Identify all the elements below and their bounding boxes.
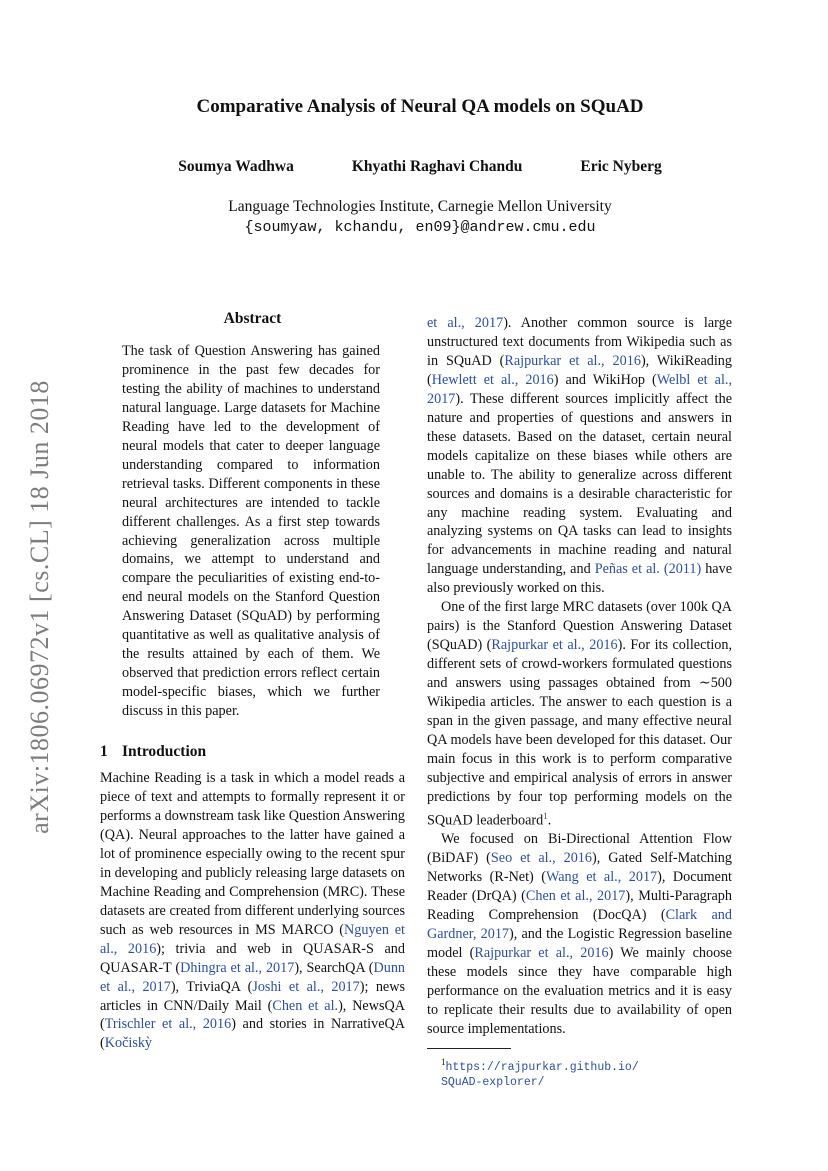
citation-link[interactable]: Nguyen et al., 2016 <box>100 921 405 957</box>
paper-title: Comparative Analysis of Neural QA models on SQuAD <box>196 96 644 117</box>
intro-paragraph-1: Machine Reading is a task in which a model reads a piece of text and attempts to formally represent it or performs a downstream task like Question Answering (QA). Neural approaches to the latter have gained a lot of prominence especially owing to the recent spur in developing and publicly releasing large datasets on Machine Reading and Comprehension (MRC). These datasets are created from different underlying sources such as web resources in MS MARCO (Nguyen et al., 2016); trivia and web in QUASAR-S and QUASAR-T (Dhingra et al., 2017), SearchQA (Dunn et al., 2017), TriviaQA (Joshi et al., 2017); news articles in CNN/Daily Mail (Chen et al.), NewsQA (Trischler et al., 2016) and stories in NarrativeQA (Kočiskỳ <box>100 770 406 1052</box>
abstract-heading: Abstract <box>223 310 282 327</box>
citation-link[interactable]: Rajpurkar et al., 2016 <box>491 637 618 654</box>
citation-link[interactable]: et al., 2017 <box>427 315 504 331</box>
author-list <box>100 158 740 176</box>
citation-link[interactable]: Hewlett et al., 2016 <box>431 371 554 388</box>
author-emails: {soumyaw, kchandu, en09}@andrew.cmu.edu <box>244 219 596 236</box>
footnote <box>441 1055 732 1090</box>
citation-link[interactable]: Wang et al., 2017 <box>545 869 658 886</box>
intro-paragraph-2: One of the first large MRC datasets (over 100k QA pairs) is the Stanford Question Answering Dataset (SQuAD) (Rajpurkar et al., 2016). For its collection, different sets of crowd-workers formulated questions and answers using passages obtained from ∼500 Wikipedia articles. The answer to each question is a span in the given passage, and many effective neural QA models have been developed for this dataset. Our main focus in this work is to perform comparative subjective and empirical analysis of errors in answer predictions by four top performing models on the SQuAD leaderboard$^1$. <box>427 599 732 829</box>
section-number: 1 <box>100 743 108 761</box>
section-heading-introduction <box>100 743 405 761</box>
arxiv-identifier: arXiv:1806.06972v1 [cs.CL] 18 Jun 2018 <box>25 380 54 834</box>
citation-link[interactable]: Dhingra et al., 2017 <box>180 959 295 976</box>
affiliation: Language Technologies Institute, Carnegie Mellon University <box>228 198 612 215</box>
left-column <box>100 310 405 1053</box>
footnote-url-line-2[interactable]: SQuAD-explorer/ <box>441 1075 545 1089</box>
section-title: Introduction <box>122 743 207 761</box>
citation-link[interactable]: Seo et al., 2016 <box>490 850 592 867</box>
intro-paragraph-1-continued: et al., 2017). Another common source is large unstructured text documents from Wikipedia such as in SQuAD (Rajpurkar et al., 2016), WikiReading (Hewlett et al., 2016) and WikiHop (Welbl et al., 2017). These different sources implicitly affect the nature and properties of questions and answers in these datasets. Based on the dataset, certain neural models capitalize on these biases while others are unable to. The ability to generalize across different sources and domains is a desirable characteristic for any machine reading system. Evaluating and analyzing systems on QA tasks can lead to insights for advancements in machine reading and natural language understanding, and Peñas et al. (2011) have also previously worked on this. <box>427 315 732 597</box>
footnote-number: 1 <box>441 1056 446 1067</box>
citation-link[interactable]: Clark and Gardner, 2017 <box>427 907 732 943</box>
citation-link[interactable]: Chen et al. <box>272 997 339 1014</box>
footnote-url-line-1[interactable]: https://rajpurkar.github.io/ <box>445 1060 639 1074</box>
citation-link[interactable]: Welbl et al., 2017 <box>427 371 732 407</box>
right-column <box>427 314 732 1090</box>
intro-paragraph-3: We focused on Bi-Directional Attention Flow (BiDAF) (Seo et al., 2016), Gated Self-Matching Networks (R-Net) (Wang et al., 2017), Document Reader (DrQA) (Chen et al., 2017), Multi-Paragraph Reading Comprehension (DocQA) (Clark and Gardner, 2017), and the Logistic Regression baseline model (Rajpurkar et al., 2016) We mainly choose these models since they have comparable high performance on the evaluation metrics and it is easy to replicate their results due to availability of open source implementations. <box>427 831 732 1037</box>
citation-link[interactable]: Dunn et al., 2017 <box>100 959 406 995</box>
citation-link[interactable]: Rajpurkar et al., 2016 <box>504 352 641 369</box>
abstract-text: The task of Question Answering has gained prominence in the past few decades for testing the ability of machines to understand natural language. Large datasets for Machine Reading have led to the development of neural models that cater to deeper language understanding compared to information retrieval tasks. Different components in these neural architectures are intended to tackle different challenges. As a first step towards achieving generalization across multiple domains, we attempt to understand and compare the peculiarities of existing end-to-end neural models on the Stanford Question Answering Dataset (SQuAD) by performing quantitative as well as qualitative analysis of the results attained by each of them. We observed that prediction errors reflect certain model-specific biases, which we further discuss in this paper. <box>122 343 380 720</box>
citation-link[interactable]: Trischler et al., 2016 <box>104 1016 232 1033</box>
author-name: Eric Nyberg <box>580 158 662 175</box>
author-name: Khyathi Raghavi Chandu <box>351 158 523 175</box>
citation-link[interactable]: Rajpurkar et al., 2016 <box>474 945 609 962</box>
author-name: Soumya Wadhwa <box>178 158 294 175</box>
footnote-marker[interactable]: 1 <box>543 810 548 821</box>
footnote-divider <box>427 1048 511 1049</box>
citation-link[interactable]: Chen et al., 2017 <box>525 888 626 905</box>
citation-link[interactable]: Peñas et al. (2011) <box>594 561 702 578</box>
citation-link[interactable]: Joshi et al., 2017 <box>252 978 360 995</box>
citation-link[interactable]: Kočiskỳ <box>104 1035 153 1052</box>
